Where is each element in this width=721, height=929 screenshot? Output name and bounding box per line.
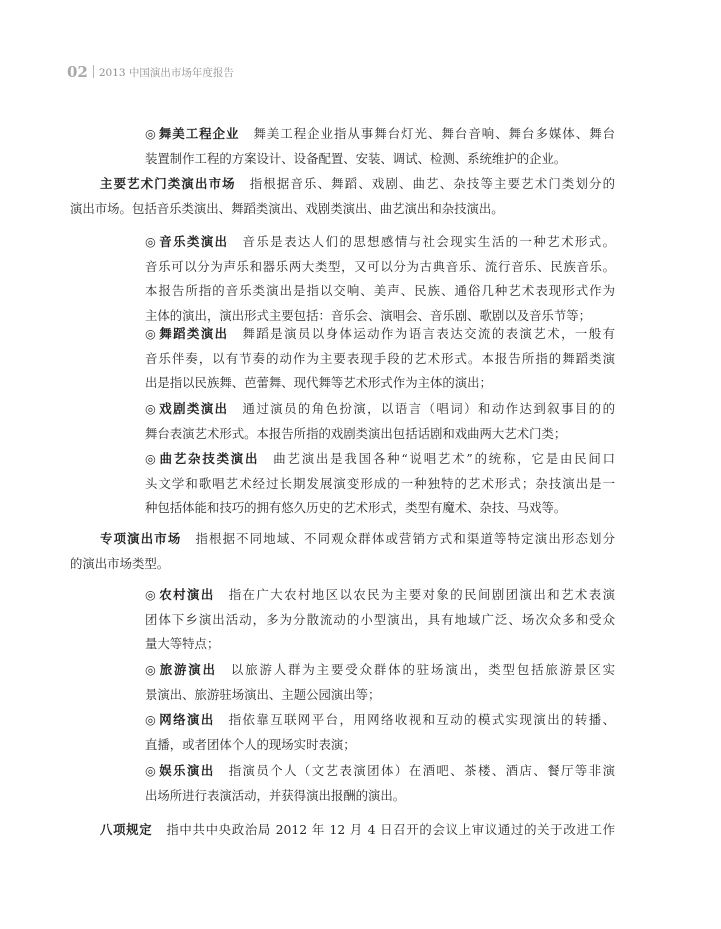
definition-line xyxy=(145,608,615,633)
definition-line xyxy=(145,371,615,396)
definition-text: 舞美工程企业指从事舞台灯光、舞台音响、舞台多媒体、舞台 xyxy=(253,126,616,141)
bullet-marker: ◎ xyxy=(145,587,158,602)
bullet-marker: ◎ xyxy=(145,712,158,727)
definition-line xyxy=(70,552,615,577)
term-label: 音乐类演出 xyxy=(159,234,229,249)
definition-line xyxy=(70,818,615,843)
definition-text: 指演员个人（文艺表演团体）在酒吧、茶楼、酒店、餐厅等非演 xyxy=(228,763,616,778)
definition-line xyxy=(145,733,615,758)
definition-block xyxy=(70,527,615,576)
definition-line xyxy=(70,527,615,552)
definition-text: 出是指以民族舞、芭蕾舞、现代舞等艺术形式作为主体的演出； xyxy=(145,375,492,390)
definition-line xyxy=(145,230,615,255)
bullet-marker: ◎ xyxy=(145,763,158,778)
report-title: 2013 中国演出市场年度报告 xyxy=(98,67,234,79)
definition-text: 曲艺演出是我国各种“说唱艺术”的统称，它是由民间口 xyxy=(273,451,616,466)
header-divider xyxy=(93,65,94,78)
term-label: 网络演出 xyxy=(159,712,215,727)
definition-line xyxy=(145,658,615,683)
term-label: 八项规定 xyxy=(100,822,153,837)
definition-text: 团体下乡演出活动，多为分散流动的小型演出，具有地域广泛、场次众多和受众 xyxy=(145,611,615,627)
definition-text: 音乐可以分为声乐和器乐两大类型，又可以分为古典音乐、流行音乐、民族音乐。 xyxy=(145,258,615,274)
definition-text: 舞台表演艺术形式。本报告所指的戏剧类演出包括话剧和戏曲两大艺术门类； xyxy=(145,425,567,441)
definition-text: 景演出、旅游驻场演出、主题公园演出等； xyxy=(145,686,381,702)
term-label: 专项演出市场 xyxy=(100,531,182,546)
definition-text: 通过演员的角色扮演，以语言（唱词）和动作达到叙事目的的 xyxy=(242,401,616,416)
definition-line xyxy=(145,255,615,280)
definition-line xyxy=(145,122,615,147)
definition-line xyxy=(145,784,615,809)
definition-text: 指根据音乐、舞蹈、戏剧、曲艺、杂技等主要艺术门类划分的 xyxy=(249,176,616,191)
definition-text: 的演出市场类型。 xyxy=(70,555,170,571)
definition-text: 头文学和歌唱艺术经过长期发展演变形成的一种独特的艺术形式；杂技演出是一 xyxy=(145,475,615,491)
definition-line xyxy=(70,197,615,222)
definition-text: 出场所进行表演活动，并获得演出报酬的演出。 xyxy=(145,787,406,803)
definition-block xyxy=(70,172,615,221)
definition-block xyxy=(145,447,615,521)
definition-text: 指在广大农村地区以农民为主要对象的民间剧团演出和艺术表演 xyxy=(228,587,616,602)
definition-block xyxy=(145,322,615,396)
term-label: 农村演出 xyxy=(159,587,215,602)
definition-line xyxy=(145,496,615,521)
definition-text: 音乐伴奏，以有节奏的动作为主要表现手段的艺术形式。本报告所指的舞蹈类演 xyxy=(145,350,615,366)
term-label: 旅游演出 xyxy=(159,662,217,677)
definition-block xyxy=(145,230,615,328)
definition-line xyxy=(145,147,615,172)
page-number: 02 xyxy=(67,63,88,81)
definition-text: 指依靠互联网平台，用网络收视和互动的模式实现演出的转播、 xyxy=(228,712,616,727)
definition-line xyxy=(145,279,615,304)
term-label: 戏剧类演出 xyxy=(159,401,229,416)
definition-line xyxy=(145,583,615,608)
definition-line xyxy=(145,683,615,708)
page-header xyxy=(67,63,234,81)
definition-line xyxy=(70,172,615,197)
definition-block xyxy=(145,397,615,446)
definition-block xyxy=(145,708,615,757)
definition-text: 指根据不同地域、不同观众群体或营销方式和渠道等特定演出形态划分 xyxy=(195,531,616,546)
term-label: 舞蹈类演出 xyxy=(159,326,229,341)
term-label: 娱乐演出 xyxy=(159,763,215,778)
definition-block xyxy=(70,818,615,843)
bullet-marker: ◎ xyxy=(145,451,158,466)
definition-line xyxy=(145,472,615,497)
definition-text: 舞蹈是演员以身体运动作为语言表达交流的表演艺术，一般有 xyxy=(242,326,616,341)
definition-line xyxy=(145,447,615,472)
definition-line xyxy=(145,632,615,657)
bullet-marker: ◎ xyxy=(145,234,158,249)
term-label: 曲艺杂技类演出 xyxy=(159,451,260,466)
definition-text: 直播，或者团体个人的现场实时表演； xyxy=(145,736,356,752)
definition-line xyxy=(145,422,615,447)
definition-line xyxy=(145,759,615,784)
definition-text: 指中共中央政治局 2012 年 12 月 4 日召开的会议上审议通过的关于改进工作 xyxy=(166,822,615,837)
definition-block xyxy=(145,658,615,707)
definition-line xyxy=(145,708,615,733)
definition-block xyxy=(145,583,615,657)
definition-line xyxy=(145,347,615,372)
definition-line xyxy=(145,322,615,347)
bullet-marker: ◎ xyxy=(145,326,158,341)
definition-text: 种包括体能和技巧的拥有悠久历史的艺术形式，类型有魔术、杂技、马戏等。 xyxy=(145,500,567,515)
definition-block xyxy=(145,122,615,171)
definition-text: 演出市场。包括音乐类演出、舞蹈类演出、戏剧类演出、曲艺演出和杂技演出。 xyxy=(70,200,504,216)
bullet-marker: ◎ xyxy=(145,126,157,141)
definition-text: 以旅游人群为主要受众群体的驻场演出，类型包括旅游景区实 xyxy=(230,662,616,677)
term-label: 舞美工程企业 xyxy=(158,126,240,141)
definition-text: 主体的演出，演出形式主要包括：音乐会、演唱会、音乐剧、歌剧以及音乐节等； xyxy=(145,307,592,323)
bullet-marker: ◎ xyxy=(145,401,158,416)
definition-line xyxy=(145,397,615,422)
definition-block xyxy=(145,759,615,808)
definition-text: 音乐是表达人们的思想感情与社会现实生活的一种艺术形式。 xyxy=(242,234,616,249)
definition-text: 本报告所指的音乐类演出是指以交响、美声、民族、通俗几种艺术表现形式作为 xyxy=(145,283,615,298)
definition-text: 装置制作工程的方案设计、设备配置、安装、调试、检测、系统维护的企业。 xyxy=(145,150,567,166)
bullet-marker: ◎ xyxy=(145,662,158,677)
term-label: 主要艺术门类演出市场 xyxy=(100,176,236,191)
definition-text: 量大等特点； xyxy=(145,636,220,651)
